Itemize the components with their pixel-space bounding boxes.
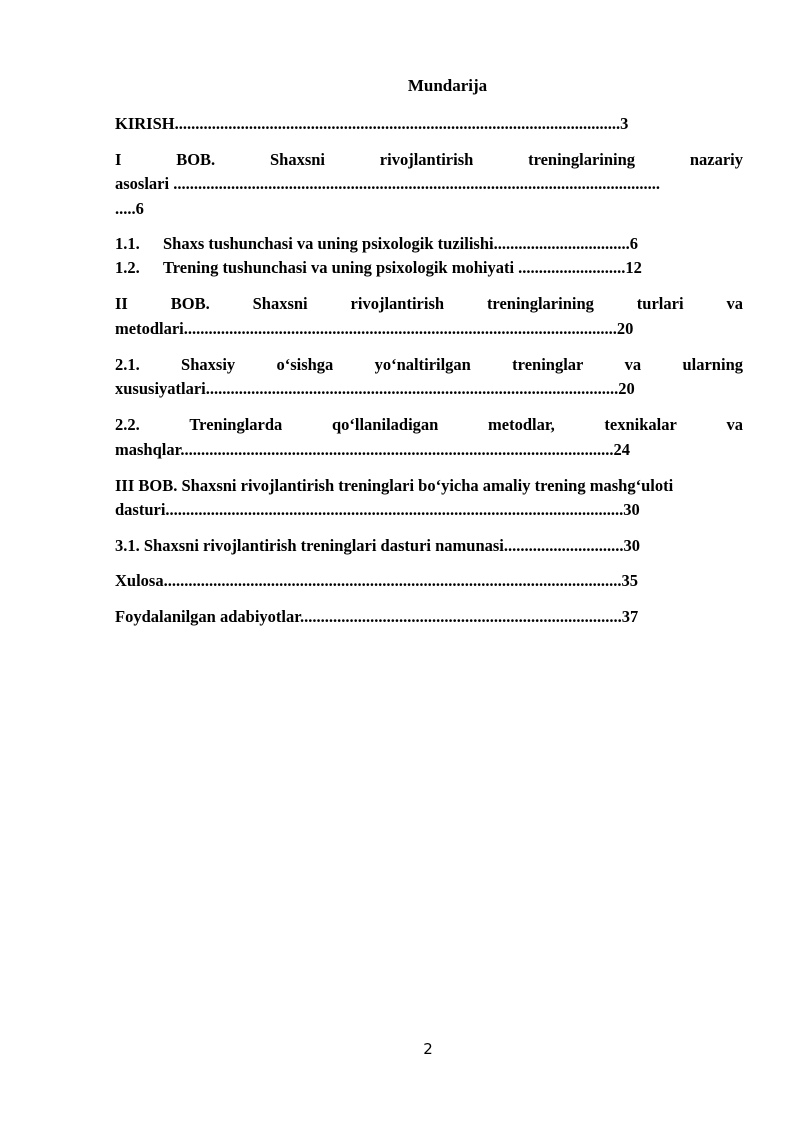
toc-word: Shaxsni <box>252 294 308 313</box>
toc-word: va <box>726 415 743 434</box>
section-title: Shaxs tushunchasi va uning psixologik tuzilishi.................................6 <box>163 234 638 253</box>
toc-entry-1-1 <box>115 233 638 255</box>
toc-entry-bob2 <box>115 293 743 315</box>
toc-word: BOB. <box>176 150 216 169</box>
toc-word: texnikalar <box>604 415 677 434</box>
toc-entry-adabiyotlar: Foydalanilgan adabiyotlar..............................................................................37 <box>115 607 639 626</box>
toc-word: Shaxsiy <box>181 355 236 374</box>
toc-word: nazariy <box>689 150 743 169</box>
toc-entry-bob1 <box>115 149 743 171</box>
toc-word: rivojlantirish <box>350 294 445 313</box>
toc-word: rivojlantirish <box>379 150 474 169</box>
toc-entry-xulosa: Xulosa...............................................................................................................35 <box>115 571 638 590</box>
toc-word: qo‘llaniladigan <box>331 415 439 434</box>
toc-word: o‘sishga <box>276 355 334 374</box>
toc-entry-2-1 <box>115 354 743 376</box>
toc-word: 2.2. <box>115 415 140 434</box>
toc-entry-bob3-continued: dasturi...............................................................................................................30 <box>115 500 640 519</box>
toc-entry-3-1: 3.1. Shaxsni rivojlantirish treninglari dasturi namunasi.............................30 <box>115 536 641 555</box>
toc-entry-1-2 <box>115 257 642 279</box>
toc-entry-2-1-continued: xususiyatlari....................................................................................................20 <box>115 379 635 398</box>
toc-word: I <box>115 150 122 169</box>
toc-entry-2-2 <box>115 414 743 436</box>
page-title: Mundarija <box>407 76 488 95</box>
toc-entry-bob2-continued: metodlari.........................................................................................................20 <box>115 319 634 338</box>
toc-entry-kirish: KIRISH............................................................................................................3 <box>115 114 629 133</box>
toc-word: turlari <box>636 294 684 313</box>
toc-word: yo‘naltirilgan <box>374 355 471 374</box>
toc-word: treninglarining <box>528 150 636 169</box>
toc-word: 2.1. <box>115 355 140 374</box>
toc-word: II <box>115 294 128 313</box>
toc-word: treninglar <box>512 355 584 374</box>
toc-word: Shaxsni <box>269 150 326 169</box>
toc-word: ularning <box>682 355 743 374</box>
toc-word: BOB. <box>170 294 210 313</box>
section-title: Trening tushunchasi va uning psixologik mohiyati ..........................12 <box>163 258 642 277</box>
section-number: 1.2. <box>115 258 140 277</box>
toc-word: metodlar, <box>488 415 555 434</box>
toc-word: treninglarining <box>486 294 594 313</box>
toc-entry-2-2-continued: mashqlar.........................................................................................................24 <box>115 440 631 459</box>
page-number: 2 <box>423 1040 433 1058</box>
toc-entry-bob1-continued: asoslari ...................................................................................................................... <box>115 174 660 193</box>
toc-word: Treninglarda <box>189 415 283 434</box>
toc-entry-bob1-page: .....6 <box>115 199 144 218</box>
section-number: 1.1. <box>115 234 140 253</box>
toc-word: va <box>624 355 642 374</box>
toc-entry-bob3: III BOB. Shaxsni rivojlantirish treninglari bo‘yicha amaliy trening mashg‘uloti <box>115 476 674 495</box>
toc-word: va <box>726 294 743 313</box>
